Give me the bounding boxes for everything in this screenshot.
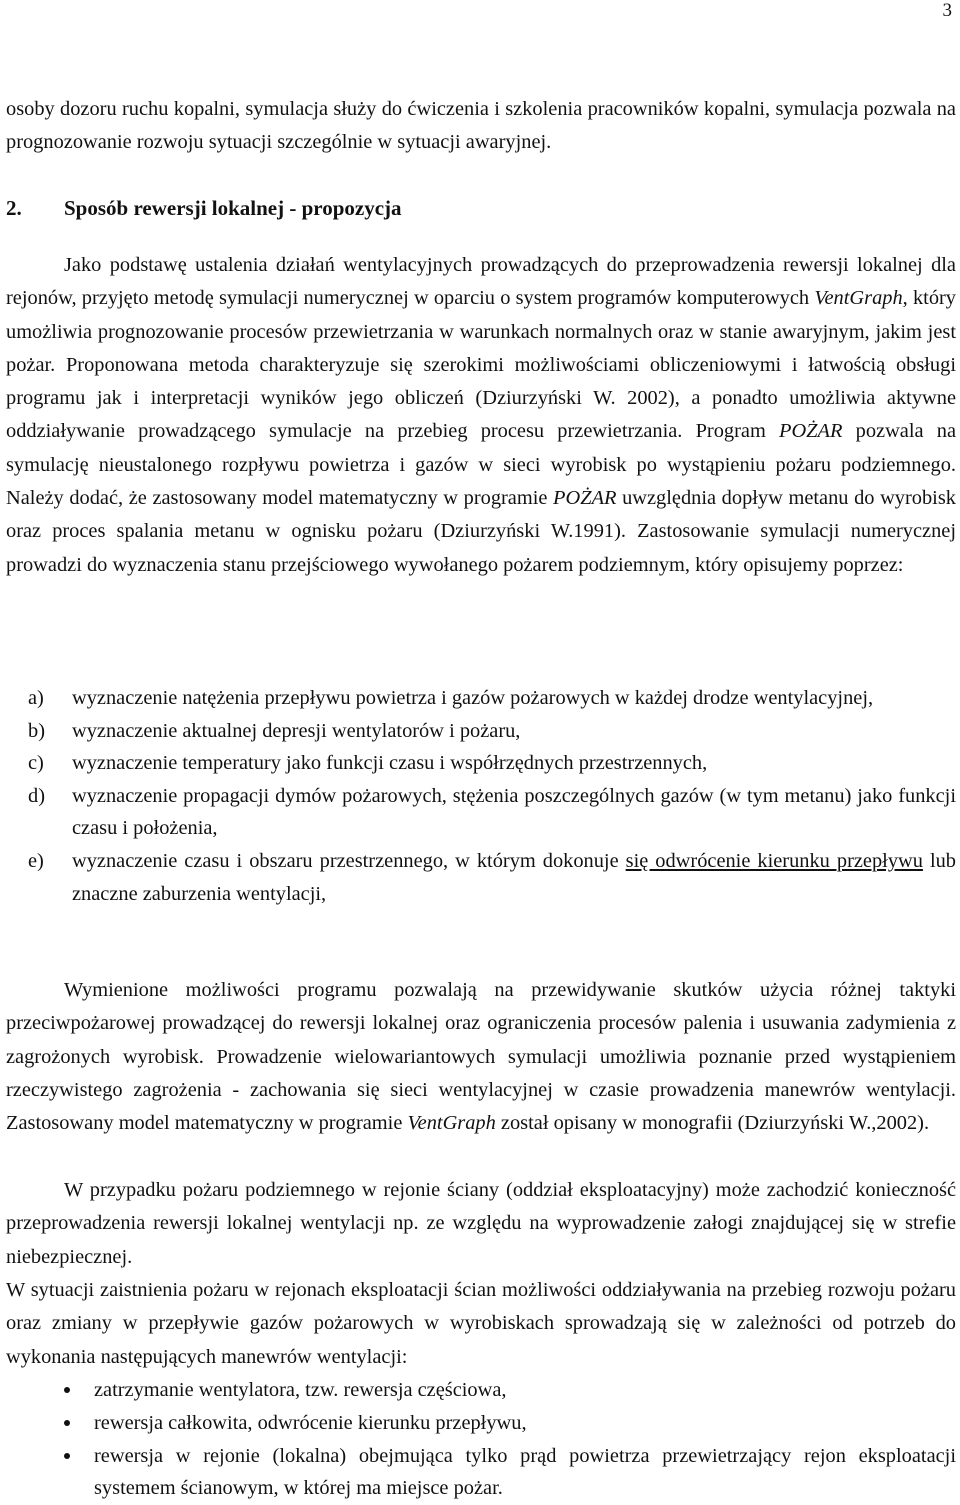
- list-marker: c): [28, 752, 44, 775]
- section-title: Sposób rewersji lokalnej - propozycja: [64, 196, 402, 220]
- bullet-icon: [64, 1387, 70, 1393]
- bullet-item: [6, 1374, 956, 1407]
- paragraph-fire-case: [6, 1174, 956, 1274]
- list-marker: b): [28, 719, 45, 742]
- paragraph-text: W przypadku pożaru podziemnego w rejonie ściany (oddział eksploatacyjny) może zachodzić konieczność przeprowadzenia rewersji lokalnej wentylacji np. ze względu na wyprowadzenie załogi znajdującej się w strefie niebezpiecznej.: [6, 1179, 956, 1268]
- bullet-icon: [64, 1420, 70, 1426]
- bullet-text: rewersja całkowita, odwrócenie kierunku przepływu,: [94, 1411, 527, 1434]
- program-name-pozar: POŻAR: [553, 487, 617, 510]
- paragraph-text: pozwala na symulację nieustalonego rozpływu powietrza i gazów w sieci wyrobisk po wystąpieniu pożaru podziemnego. Należy dodać, że zastosowany model matematyczny w programie: [6, 420, 956, 510]
- program-name-ventgraph: VentGraph: [407, 1112, 496, 1135]
- bullet-item: [6, 1440, 956, 1505]
- list-item-text: wyznaczenie aktualnej depresji wentylatorów i pożaru,: [72, 719, 521, 742]
- list-item: [6, 845, 956, 910]
- list-item: [6, 715, 956, 748]
- list-item-text: wyznaczenie propagacji dymów pożarowych, stężenia poszczególnych gazów (w tym metanu) jako funkcji czasu i położenia,: [72, 784, 956, 840]
- list-item: [6, 747, 956, 780]
- list-item: [6, 682, 956, 715]
- page-number: 3: [942, 0, 952, 21]
- bullet-item: [6, 1407, 956, 1440]
- paragraph-text: , który umożliwia prognozowanie procesów przewietrzania w warunkach normalnych oraz w stanie awaryjnym, jakim jest pożar. Proponowana metoda charakteryzuje się szerokimi możliwościami obliczeniowymi i łatwością obsługi programu jak i interpretacji wyników jego obliczeń (Dziurzyński W. 2002), a ponadto umożliwia aktywne oddziaływanie prowadzącego symulacje na przebieg procesu przewietrzania. Program: [6, 287, 957, 443]
- paragraph-text: uwzględnia dopływ metanu do wyrobisk oraz proces spalania metanu w ognisku pożaru (Dziurzyński W.1991). Zastosowanie symulacji numerycznej prowadzi do wyznaczenia stanu przejściowego wywołanego pożarem podziemnym, który opisujemy poprzez:: [6, 487, 956, 576]
- program-name-pozar: POŻAR: [779, 420, 843, 443]
- list-item-text: wyznaczenie temperatury jako funkcji czasu i współrzędnych przestrzennych,: [72, 752, 708, 775]
- bullet-text: rewersja w rejonie (lokalna) obejmująca tylko prąd powietrza przewietrzający rejon eksploatacji systemem ścianowym, w której ma miejsce pożar.: [94, 1444, 956, 1500]
- paragraph-possibilities: [6, 974, 956, 1140]
- list-item-text: wyznaczenie czasu i obszaru przestrzennego, w którym dokonuje: [72, 849, 626, 872]
- list-marker: d): [28, 784, 45, 807]
- list-item-text: lub znaczne zaburzenia wentylacji,: [72, 849, 957, 905]
- program-name-ventgraph: VentGraph: [814, 287, 903, 310]
- paragraph-text: Wymienione możliwości programu pozwalają na przewidywanie skutków użycia różnej taktyki przeciwpożarowej prowadzącej do rewersji lokalnej oraz ograniczenia procesów palenia i usuwania zadymienia z zagrożonych wyrobisk. Prowadzenie wielowariantowych symulacji umożliwia poznanie przed wystąpieniem rzeczywistego zagrożenia - zachowania się sieci wentylacyjnej w czasie prowadzenia manewrów wentylacji. Zastosowany model matematyczny w programie: [6, 979, 956, 1135]
- list-item: [6, 780, 956, 845]
- paragraph-maneuvers: W sytuacji zaistnienia pożaru w rejonach eksploatacji ścian możliwości oddziaływania na przebieg rozwoju pożaru oraz zmiany w przepływie gazów pożarowych w wyrobiskach sprowadzają się w zależności od potrzeb do wykonania następujących manewrów wentylacji:: [6, 1279, 956, 1368]
- maneuver-bullet-list: [6, 1374, 956, 1505]
- paragraph-text: został opisany w monografii (Dziurzyński W.,2002).: [495, 1112, 930, 1135]
- section-heading: [6, 193, 402, 223]
- intro-paragraph: osoby dozoru ruchu kopalni, symulacja służy do ćwiczenia i szkolenia pracowników kopalni, symulacja pozwala na prognozowanie rozwoju sytuacji szczególnie w sytuacji awaryjnej.: [6, 98, 956, 154]
- paragraph-text: Jako podstawę ustalenia działań wentylacyjnych prowadzących do przeprowadzenia rewersji lokalnej dla rejonów, przyjęto metodę symulacji numerycznej w oparciu o system programów komputerowych: [6, 254, 956, 310]
- bullet-icon: [64, 1453, 70, 1459]
- list-marker: a): [28, 687, 44, 709]
- list-item-text: wyznaczenie natężenia przepływu powietrza i gazów pożarowych w każdej drodze wentylacyjnej,: [72, 687, 874, 709]
- underlined-phrase: się odwrócenie kierunku przepływu: [625, 849, 923, 872]
- state-description-list: [6, 682, 956, 910]
- paragraph-method: [6, 249, 956, 582]
- section-number: 2.: [6, 196, 22, 220]
- bullet-text: zatrzymanie wentylatora, tzw. rewersja częściowa,: [94, 1379, 507, 1401]
- list-marker: e): [28, 849, 44, 872]
